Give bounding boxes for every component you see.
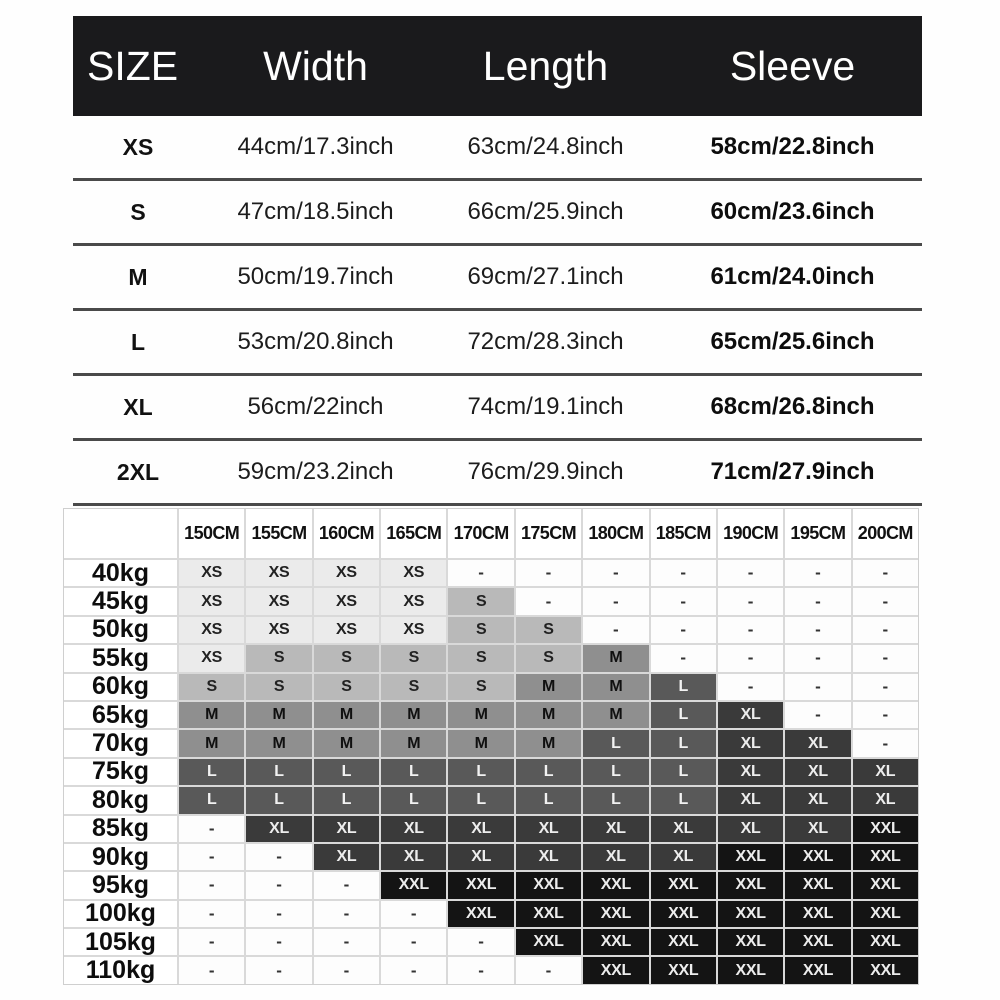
fit-cell-s: S — [381, 674, 446, 700]
fit-cell-l: L — [651, 674, 716, 700]
weight-label-100kg: 100kg — [64, 901, 177, 927]
fit-cell-empty: - — [448, 957, 513, 983]
fit-cell-xxl: XXL — [583, 929, 648, 955]
fit-cell-xxl: XXL — [448, 901, 513, 927]
fit-cell-empty: - — [246, 844, 311, 870]
size-row-2xl — [73, 441, 922, 506]
fit-cell-xxl: XXL — [853, 901, 918, 927]
fit-cell-empty: - — [583, 588, 648, 614]
size-label: M — [128, 263, 148, 290]
fit-cell-xl: XL — [448, 816, 513, 842]
fit-cell-s: S — [381, 645, 446, 671]
sleeve-value: 60cm/23.6inch — [710, 198, 875, 225]
fit-cell-empty: - — [785, 645, 850, 671]
height-header-175cm: 175CM — [516, 509, 581, 558]
width-value: 56cm/22inch — [247, 393, 384, 420]
fit-cell-xl: XL — [314, 816, 379, 842]
fit-cell-xl: XL — [381, 844, 446, 870]
fit-cell-empty: - — [651, 560, 716, 586]
fit-cell-xl: XL — [516, 816, 581, 842]
fit-cell-xl: XL — [785, 730, 850, 756]
fit-cell-empty: - — [381, 901, 446, 927]
fit-cell-empty: - — [179, 844, 244, 870]
fit-cell-xxl: XXL — [853, 957, 918, 983]
size-table-header — [73, 16, 922, 116]
fit-cell-empty: - — [718, 645, 783, 671]
length-value: 72cm/28.3inch — [467, 328, 624, 355]
fit-cell-m: M — [448, 702, 513, 728]
fit-cell-xs: XS — [179, 617, 244, 643]
fit-cell-xl: XL — [853, 759, 918, 785]
fit-cell-xxl: XXL — [853, 872, 918, 898]
size-label: XS — [122, 133, 154, 160]
width-value: 47cm/18.5inch — [237, 198, 394, 225]
fit-cell-empty: - — [448, 929, 513, 955]
fit-cell-empty: - — [314, 957, 379, 983]
fit-cell-m: M — [314, 702, 379, 728]
fit-cell-s: S — [246, 645, 311, 671]
fit-cell-s: S — [516, 645, 581, 671]
sleeve-value: 71cm/27.9inch — [710, 458, 875, 485]
fit-cell-empty: - — [785, 617, 850, 643]
fit-cell-empty: - — [853, 674, 918, 700]
fit-cell-m: M — [583, 702, 648, 728]
weight-label-60kg: 60kg — [64, 674, 177, 700]
column-header-sleeve: Sleeve — [729, 42, 856, 89]
fit-cell-xs: XS — [179, 588, 244, 614]
fit-cell-l: L — [583, 730, 648, 756]
sleeve-value: 65cm/25.6inch — [710, 328, 875, 355]
fit-cell-empty: - — [516, 957, 581, 983]
fit-cell-empty: - — [718, 674, 783, 700]
sleeve-value: 61cm/24.0inch — [710, 263, 875, 290]
fit-cell-s: S — [314, 674, 379, 700]
sleeve-value: 68cm/26.8inch — [710, 393, 875, 420]
fit-cell-l: L — [651, 759, 716, 785]
fit-cell-empty: - — [718, 588, 783, 614]
fit-cell-xxl: XXL — [785, 844, 850, 870]
weight-label-95kg: 95kg — [64, 872, 177, 898]
fit-cell-m: M — [516, 730, 581, 756]
fit-cell-xxl: XXL — [516, 872, 581, 898]
fit-cell-xs: XS — [246, 560, 311, 586]
fit-cell-empty: - — [785, 702, 850, 728]
fit-cell-xl: XL — [314, 844, 379, 870]
length-value: 76cm/29.9inch — [467, 458, 624, 485]
fit-cell-m: M — [381, 730, 446, 756]
fit-cell-l: L — [246, 787, 311, 813]
size-label: S — [130, 198, 146, 225]
fit-cell-empty: - — [651, 588, 716, 614]
length-value: 74cm/19.1inch — [467, 393, 624, 420]
fit-cell-empty: - — [381, 957, 446, 983]
sleeve-value: 58cm/22.8inch — [710, 133, 875, 160]
fit-cell-m: M — [179, 702, 244, 728]
fit-cell-m: M — [516, 674, 581, 700]
fit-cell-xxl: XXL — [718, 929, 783, 955]
fit-cell-xxl: XXL — [651, 872, 716, 898]
fit-cell-xs: XS — [314, 617, 379, 643]
fit-cell-l: L — [246, 759, 311, 785]
fit-cell-xl: XL — [651, 816, 716, 842]
size-row-xl — [73, 376, 922, 441]
fit-cell-xl: XL — [718, 816, 783, 842]
fit-cell-xxl: XXL — [785, 901, 850, 927]
size-row-m — [73, 246, 922, 311]
width-value: 50cm/19.7inch — [237, 263, 394, 290]
fit-cell-l: L — [381, 759, 446, 785]
fit-cell-xxl: XXL — [516, 929, 581, 955]
length-value: 66cm/25.9inch — [467, 198, 624, 225]
fit-cell-l: L — [314, 759, 379, 785]
fit-cell-s: S — [246, 674, 311, 700]
fit-cell-empty: - — [448, 560, 513, 586]
fit-cell-empty: - — [853, 588, 918, 614]
fit-cell-s: S — [448, 674, 513, 700]
fit-cell-s: S — [516, 617, 581, 643]
fit-cell-xl: XL — [853, 787, 918, 813]
fit-cell-empty: - — [179, 929, 244, 955]
fit-cell-empty: - — [853, 730, 918, 756]
fit-cell-empty: - — [314, 872, 379, 898]
fit-cell-xxl: XXL — [583, 957, 648, 983]
fit-cell-l: L — [179, 787, 244, 813]
fit-cell-m: M — [381, 702, 446, 728]
fit-cell-xs: XS — [179, 560, 244, 586]
fit-cell-empty: - — [853, 560, 918, 586]
fit-cell-xl: XL — [718, 787, 783, 813]
fit-cell-xl: XL — [718, 730, 783, 756]
height-header-160cm: 160CM — [314, 509, 379, 558]
fit-cell-empty: - — [516, 588, 581, 614]
fit-cell-empty: - — [853, 617, 918, 643]
fit-cell-s: S — [179, 674, 244, 700]
fit-cell-empty: - — [381, 929, 446, 955]
fit-cell-xl: XL — [785, 759, 850, 785]
column-header-length: Length — [482, 42, 609, 89]
fit-cell-xxl: XXL — [785, 957, 850, 983]
fit-cell-xxl: XXL — [718, 872, 783, 898]
fit-cell-empty: - — [583, 560, 648, 586]
fit-cell-empty: - — [179, 957, 244, 983]
weight-label-55kg: 55kg — [64, 645, 177, 671]
weight-label-45kg: 45kg — [64, 588, 177, 614]
fit-cell-xxl: XXL — [583, 901, 648, 927]
weight-label-75kg: 75kg — [64, 759, 177, 785]
fit-cell-empty: - — [785, 674, 850, 700]
fit-cell-empty: - — [651, 617, 716, 643]
weight-label-40kg: 40kg — [64, 560, 177, 586]
fit-cell-s: S — [448, 645, 513, 671]
fit-cell-empty: - — [179, 901, 244, 927]
fit-cell-xxl: XXL — [448, 872, 513, 898]
fit-cell-xs: XS — [381, 560, 446, 586]
fit-cell-l: L — [651, 787, 716, 813]
column-header-width: Width — [263, 42, 368, 89]
fit-cell-l: L — [314, 787, 379, 813]
size-label: XL — [123, 393, 153, 420]
fit-cell-xxl: XXL — [853, 816, 918, 842]
fit-cell-empty: - — [246, 901, 311, 927]
fit-cell-empty: - — [246, 929, 311, 955]
fit-cell-empty: - — [718, 617, 783, 643]
fit-cell-l: L — [651, 702, 716, 728]
height-weight-fit-table — [63, 508, 919, 985]
fit-cell-xl: XL — [448, 844, 513, 870]
fit-cell-empty: - — [785, 588, 850, 614]
fit-cell-empty: - — [314, 929, 379, 955]
fit-cell-xxl: XXL — [718, 957, 783, 983]
fit-cell-xl: XL — [583, 844, 648, 870]
fit-cell-xxl: XXL — [516, 901, 581, 927]
height-header-200cm: 200CM — [853, 509, 918, 558]
fit-cell-empty: - — [516, 560, 581, 586]
fit-cell-xs: XS — [179, 645, 244, 671]
fit-table-corner — [64, 509, 177, 558]
fit-cell-l: L — [179, 759, 244, 785]
size-row-xs — [73, 116, 922, 181]
fit-cell-xs: XS — [246, 588, 311, 614]
fit-cell-xxl: XXL — [853, 844, 918, 870]
size-row-l — [73, 311, 922, 376]
fit-cell-empty: - — [179, 872, 244, 898]
fit-cell-xl: XL — [785, 787, 850, 813]
fit-cell-xl: XL — [381, 816, 446, 842]
fit-cell-s: S — [314, 645, 379, 671]
fit-cell-empty: - — [718, 560, 783, 586]
fit-cell-xxl: XXL — [651, 929, 716, 955]
weight-label-85kg: 85kg — [64, 816, 177, 842]
weight-label-70kg: 70kg — [64, 730, 177, 756]
size-measurement-table — [73, 16, 922, 506]
fit-cell-xs: XS — [381, 588, 446, 614]
fit-cell-xl: XL — [516, 844, 581, 870]
height-header-180cm: 180CM — [583, 509, 648, 558]
fit-cell-xs: XS — [246, 617, 311, 643]
fit-cell-l: L — [516, 759, 581, 785]
weight-label-65kg: 65kg — [64, 702, 177, 728]
fit-cell-s: S — [448, 588, 513, 614]
fit-cell-xxl: XXL — [651, 901, 716, 927]
fit-cell-xxl: XXL — [583, 872, 648, 898]
height-header-185cm: 185CM — [651, 509, 716, 558]
fit-cell-m: M — [314, 730, 379, 756]
column-header-size: SIZE — [87, 42, 179, 89]
fit-cell-xxl: XXL — [718, 844, 783, 870]
fit-cell-m: M — [583, 645, 648, 671]
width-value: 53cm/20.8inch — [237, 328, 394, 355]
height-header-190cm: 190CM — [718, 509, 783, 558]
weight-label-105kg: 105kg — [64, 929, 177, 955]
fit-cell-l: L — [583, 759, 648, 785]
fit-cell-s: S — [448, 617, 513, 643]
length-value: 63cm/24.8inch — [467, 133, 624, 160]
weight-label-80kg: 80kg — [64, 787, 177, 813]
size-label: 2XL — [116, 458, 160, 485]
fit-cell-xs: XS — [381, 617, 446, 643]
fit-cell-m: M — [246, 702, 311, 728]
fit-cell-xl: XL — [651, 844, 716, 870]
length-value: 69cm/27.1inch — [467, 263, 624, 290]
size-label: L — [130, 328, 146, 355]
width-value: 44cm/17.3inch — [237, 133, 394, 160]
weight-label-50kg: 50kg — [64, 617, 177, 643]
fit-cell-l: L — [448, 787, 513, 813]
fit-cell-empty: - — [246, 957, 311, 983]
width-value: 59cm/23.2inch — [237, 458, 394, 485]
fit-cell-xl: XL — [718, 759, 783, 785]
fit-cell-xl: XL — [583, 816, 648, 842]
height-header-165cm: 165CM — [381, 509, 446, 558]
fit-cell-empty: - — [651, 645, 716, 671]
height-header-195cm: 195CM — [785, 509, 850, 558]
fit-cell-xs: XS — [314, 588, 379, 614]
fit-cell-xxl: XXL — [381, 872, 446, 898]
fit-cell-m: M — [448, 730, 513, 756]
fit-cell-empty: - — [853, 645, 918, 671]
fit-cell-xl: XL — [718, 702, 783, 728]
fit-cell-xxl: XXL — [853, 929, 918, 955]
fit-cell-xs: XS — [314, 560, 379, 586]
fit-cell-l: L — [516, 787, 581, 813]
fit-cell-xxl: XXL — [785, 929, 850, 955]
fit-cell-empty: - — [246, 872, 311, 898]
fit-cell-xl: XL — [246, 816, 311, 842]
fit-cell-l: L — [583, 787, 648, 813]
height-header-155cm: 155CM — [246, 509, 311, 558]
height-header-170cm: 170CM — [448, 509, 513, 558]
fit-cell-empty: - — [583, 617, 648, 643]
fit-cell-empty: - — [853, 702, 918, 728]
fit-cell-l: L — [651, 730, 716, 756]
fit-cell-empty: - — [785, 560, 850, 586]
fit-cell-xxl: XXL — [785, 872, 850, 898]
fit-cell-m: M — [516, 702, 581, 728]
fit-cell-m: M — [583, 674, 648, 700]
fit-cell-m: M — [179, 730, 244, 756]
fit-cell-xxl: XXL — [651, 957, 716, 983]
fit-cell-empty: - — [314, 901, 379, 927]
size-row-s — [73, 181, 922, 246]
fit-cell-l: L — [381, 787, 446, 813]
fit-cell-xxl: XXL — [718, 901, 783, 927]
fit-cell-xl: XL — [785, 816, 850, 842]
fit-cell-l: L — [448, 759, 513, 785]
weight-label-90kg: 90kg — [64, 844, 177, 870]
weight-label-110kg: 110kg — [64, 957, 177, 983]
fit-cell-m: M — [246, 730, 311, 756]
fit-cell-empty: - — [179, 816, 244, 842]
height-header-150cm: 150CM — [179, 509, 244, 558]
